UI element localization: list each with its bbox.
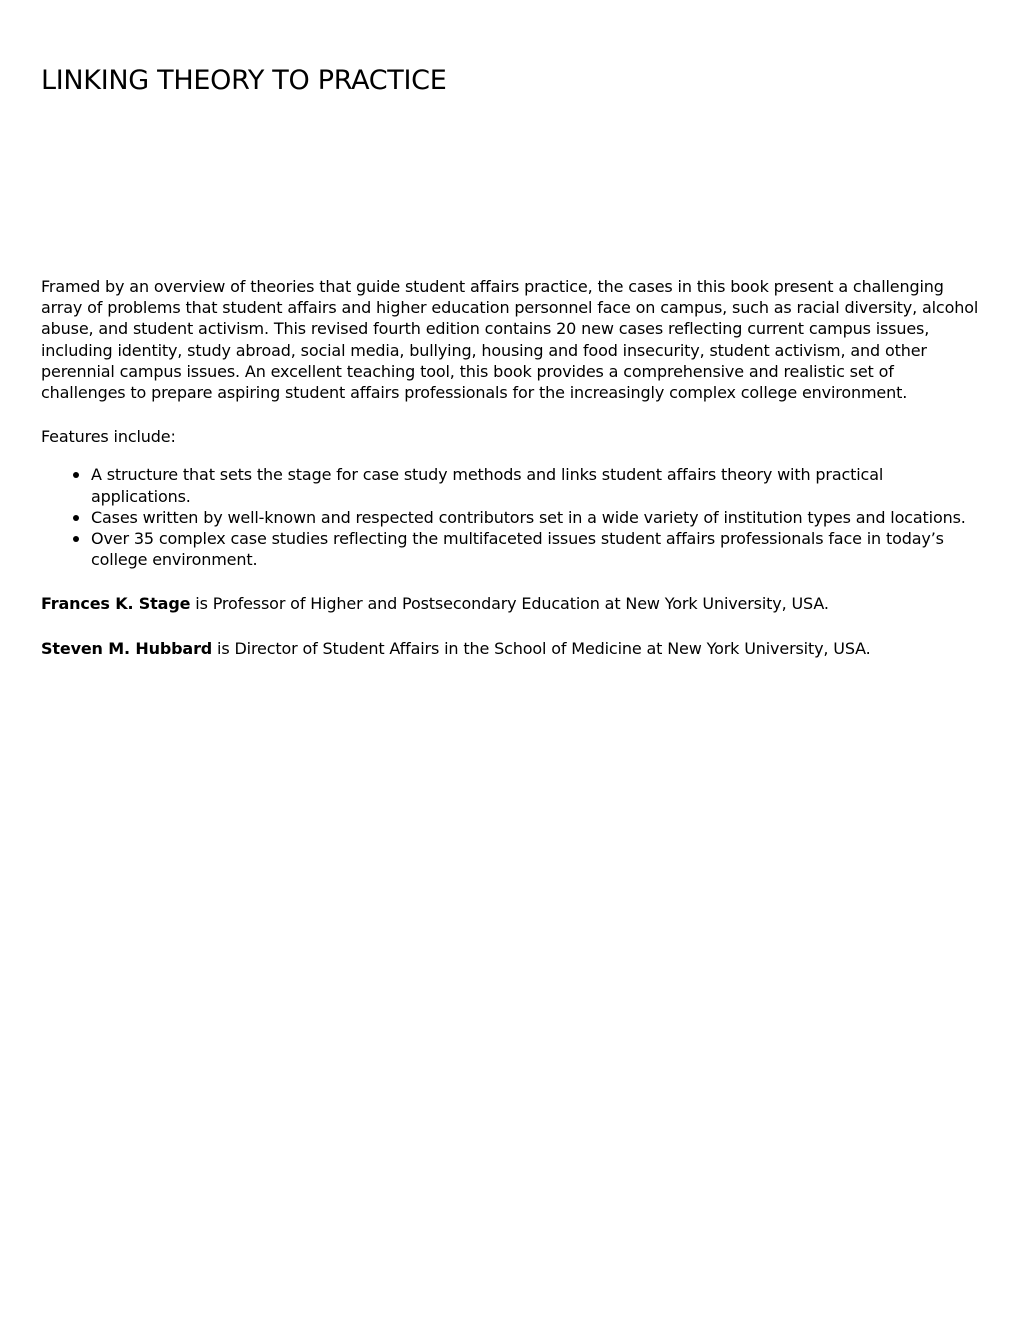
book-title: LINKING THEORY TO PRACTICE xyxy=(41,65,447,96)
author-bio-text: is Professor of Higher and Postsecondary Education at New York University, USA. xyxy=(190,594,829,614)
feature-item: Over 35 complex case studies reflecting the multifaceted issues student affairs professionals face in today’s college environment. xyxy=(91,528,981,570)
author-name: Steven M. Hubbard xyxy=(41,638,213,658)
author-name: Frances K. Stage xyxy=(41,594,191,614)
book-description: Framed by an overview of theories that guide student affairs practice, the cases in this book present a challenging array of problems that student affairs and higher education personnel face on campus, such as racial diversity, alcohol abuse, and student activism. This revised fourth edition contains 20 new cases reflecting current campus issues, including identity, study abroad, social media, bullying, housing and food insecurity, student activism, and other perennial campus issues. An excellent teaching tool, this book provides a comprehensive and realistic set of challenges to prepare aspiring student affairs professionals for the increasingly complex college environment. xyxy=(41,277,979,403)
feature-item: A structure that sets the stage for case study methods and links student affairs theory with practical applications. xyxy=(91,464,981,506)
features-heading: Features include: xyxy=(41,427,176,447)
author-bio xyxy=(41,638,981,659)
blurb-body xyxy=(41,276,981,682)
author-bio xyxy=(41,593,981,614)
feature-item: Cases written by well-known and respected contributors set in a wide variety of institution types and locations. xyxy=(91,507,981,528)
features-list xyxy=(41,464,981,570)
author-bio-text: is Director of Student Affairs in the School of Medicine at New York University, USA. xyxy=(212,638,871,658)
